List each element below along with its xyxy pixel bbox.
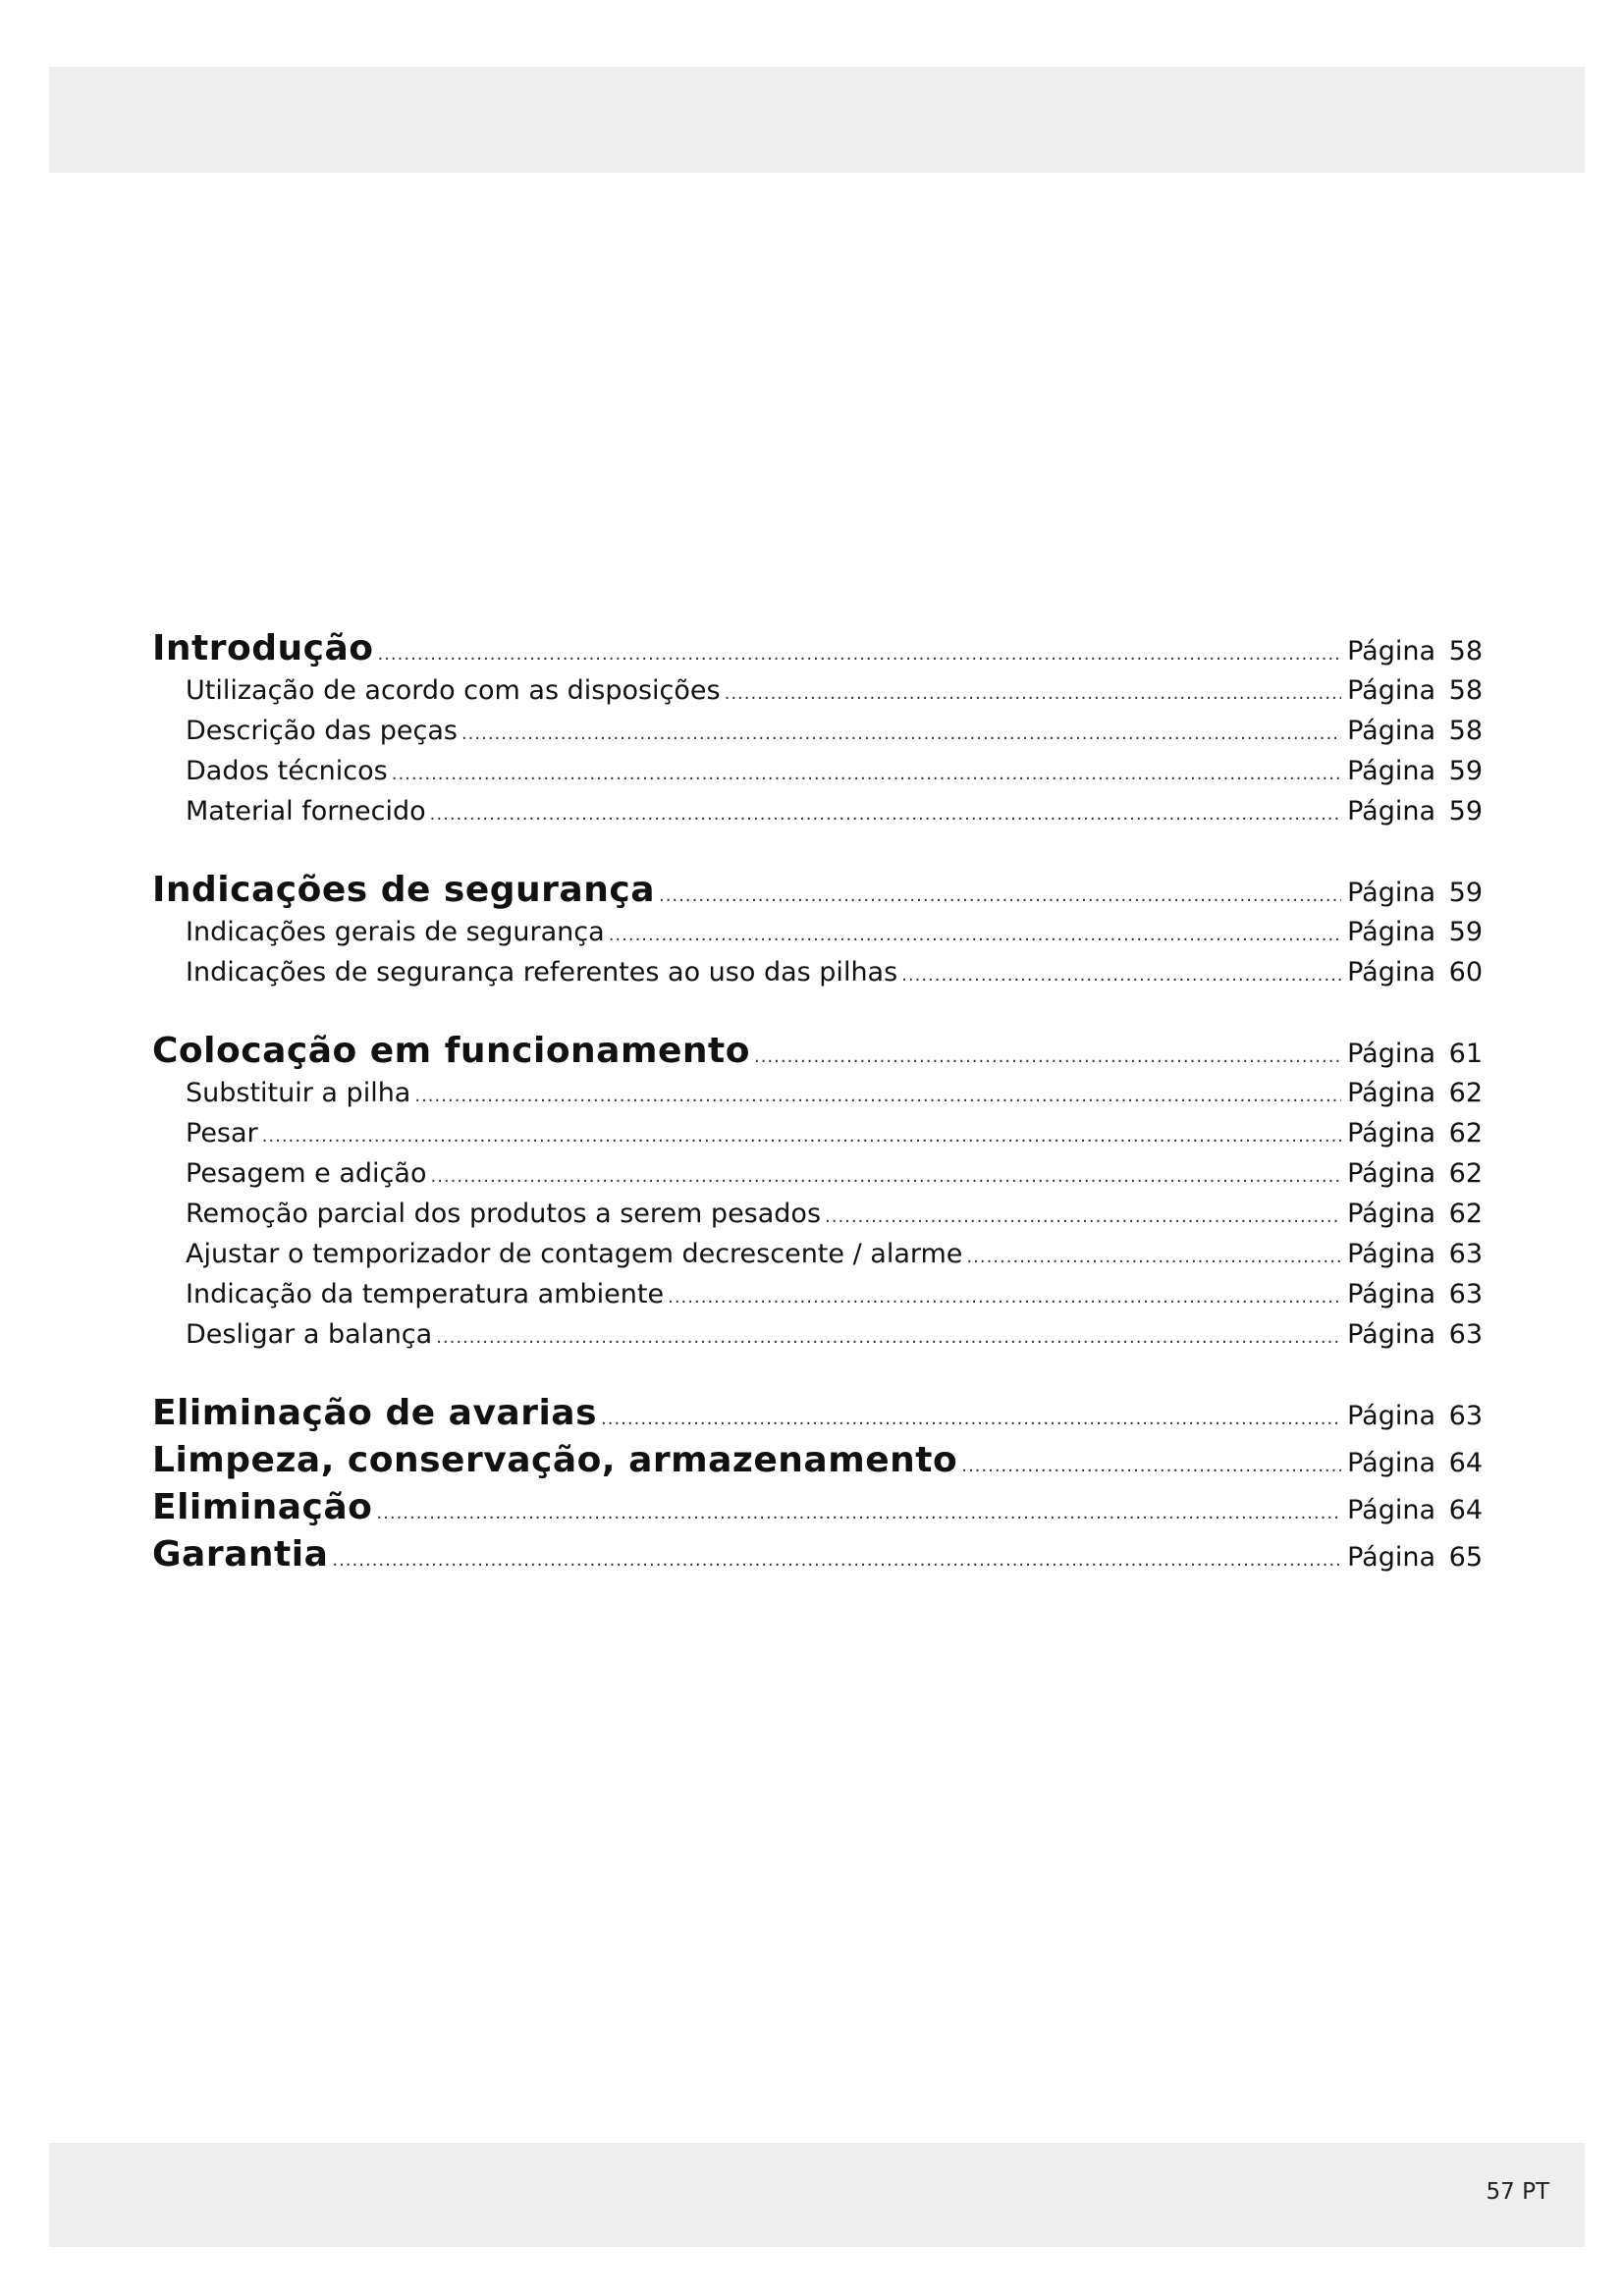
page-number: 57 PT	[1486, 2179, 1549, 2205]
toc-subentry[interactable]	[152, 1158, 1483, 1199]
toc-page-number: 59	[1448, 917, 1483, 947]
toc-section	[152, 1440, 1483, 1487]
page-word: Página	[1347, 957, 1435, 988]
toc-page-number: 62	[1448, 1118, 1483, 1148]
toc-subentry[interactable]	[152, 716, 1483, 756]
dot-leader	[436, 1327, 1341, 1348]
dot-leader	[392, 764, 1341, 784]
dot-leader	[430, 1166, 1341, 1187]
toc-heading-entry[interactable]	[152, 628, 1483, 675]
toc-subentry-title: Ajustar o temporizador de contagem decrescente / alarme	[186, 1239, 963, 1269]
toc-subentry[interactable]	[152, 1239, 1483, 1279]
dot-leader	[901, 965, 1341, 986]
dot-leader	[332, 1550, 1341, 1571]
page-word: Página	[1347, 716, 1435, 746]
page-word: Página	[1347, 675, 1435, 706]
page-word: Página	[1347, 1158, 1435, 1189]
toc-subentry-title: Pesagem e adição	[186, 1158, 427, 1189]
toc-heading-entry[interactable]	[152, 1393, 1483, 1440]
toc-subentry-title: Remoção parcial dos produtos a serem pesados	[186, 1199, 822, 1229]
dot-leader	[430, 804, 1341, 825]
toc-heading-entry[interactable]	[152, 1031, 1483, 1078]
toc-page-number: 58	[1448, 636, 1483, 667]
toc-page-number: 62	[1448, 1199, 1483, 1229]
page-word: Página	[1347, 1542, 1435, 1573]
toc-section	[152, 1487, 1483, 1534]
toc-subentry[interactable]	[152, 756, 1483, 796]
toc-subentry-title: Indicação da temperatura ambiente	[186, 1279, 665, 1309]
page-word: Página	[1347, 1401, 1435, 1431]
dot-leader	[377, 644, 1341, 665]
toc-heading-title: Eliminação	[152, 1487, 373, 1527]
toc-heading-entry[interactable]	[152, 870, 1483, 917]
toc-subentry[interactable]	[152, 1078, 1483, 1118]
page-word: Página	[1347, 1199, 1435, 1229]
toc-page-number: 65	[1448, 1542, 1483, 1573]
toc-page-number: 63	[1448, 1239, 1483, 1269]
page-word: Página	[1347, 1495, 1435, 1525]
toc-subentry-title: Indicações gerais de segurança	[186, 917, 605, 947]
page-word: Página	[1347, 878, 1435, 908]
toc-section	[152, 1534, 1483, 1581]
toc-subentry-title: Material fornecido	[186, 796, 426, 827]
toc-page-number: 59	[1448, 878, 1483, 908]
dot-leader	[754, 1046, 1341, 1067]
toc-page-number: 58	[1448, 716, 1483, 746]
toc-subentry[interactable]	[152, 1118, 1483, 1158]
dot-leader	[668, 1287, 1341, 1308]
page-word: Página	[1347, 1039, 1435, 1069]
toc-page-number: 63	[1448, 1279, 1483, 1309]
dot-leader	[376, 1503, 1341, 1523]
toc-page-number: 62	[1448, 1078, 1483, 1108]
toc-page-number: 59	[1448, 756, 1483, 786]
toc-subentry[interactable]	[152, 796, 1483, 836]
toc-page-number: 64	[1448, 1448, 1483, 1478]
header-band	[49, 67, 1585, 173]
page-word: Página	[1347, 1319, 1435, 1350]
toc-subentry-title: Pesar	[186, 1118, 258, 1148]
dot-leader	[961, 1456, 1341, 1476]
toc-subentry-title: Substituir a pilha	[186, 1078, 411, 1108]
page-word: Página	[1347, 636, 1435, 667]
toc-page-number: 59	[1448, 796, 1483, 827]
page-word: Página	[1347, 1448, 1435, 1478]
dot-leader	[609, 925, 1341, 945]
dot-leader	[601, 1409, 1341, 1429]
toc-subentry[interactable]	[152, 957, 1483, 997]
toc-heading-entry[interactable]	[152, 1487, 1483, 1534]
toc-page-number: 60	[1448, 957, 1483, 988]
toc-subentry-title: Descrição das peças	[186, 716, 458, 746]
toc-heading-title: Eliminação de avarias	[152, 1393, 598, 1433]
toc-section	[152, 628, 1483, 836]
page-word: Página	[1347, 1279, 1435, 1309]
page-word: Página	[1347, 756, 1435, 786]
toc-page-number: 64	[1448, 1495, 1483, 1525]
footer-band	[49, 2143, 1585, 2247]
dot-leader	[262, 1126, 1341, 1147]
toc-page-number: 62	[1448, 1158, 1483, 1189]
toc-section	[152, 1393, 1483, 1440]
toc-heading-title: Introdução	[152, 628, 374, 668]
toc-subentry[interactable]	[152, 675, 1483, 716]
toc-subentry-title: Utilização de acordo com as disposições	[186, 675, 721, 706]
page-word: Página	[1347, 1239, 1435, 1269]
toc-page-number: 58	[1448, 675, 1483, 706]
toc-subentry[interactable]	[152, 917, 1483, 957]
toc-heading-title: Garantia	[152, 1534, 329, 1575]
table-of-contents	[152, 628, 1483, 1581]
toc-subentry-title: Dados técnicos	[186, 756, 388, 786]
toc-subentry[interactable]	[152, 1279, 1483, 1319]
toc-subentry-title: Desligar a balança	[186, 1319, 433, 1350]
page-word: Página	[1347, 1078, 1435, 1108]
page-word: Página	[1347, 917, 1435, 947]
toc-subentry[interactable]	[152, 1319, 1483, 1360]
toc-heading-title: Indicações de segurança	[152, 870, 655, 910]
toc-heading-title: Colocação em funcionamento	[152, 1031, 750, 1071]
toc-subentry[interactable]	[152, 1199, 1483, 1239]
dot-leader	[966, 1247, 1341, 1267]
dot-leader	[659, 885, 1341, 906]
toc-subentry-title: Indicações de segurança referentes ao uso das pilhas	[186, 957, 898, 988]
dot-leader	[725, 683, 1341, 704]
dot-leader	[825, 1206, 1341, 1227]
toc-section	[152, 1031, 1483, 1360]
toc-page-number: 63	[1448, 1401, 1483, 1431]
toc-heading-entry[interactable]	[152, 1534, 1483, 1581]
toc-page-number: 61	[1448, 1039, 1483, 1069]
page-word: Página	[1347, 1118, 1435, 1148]
toc-section	[152, 870, 1483, 997]
dot-leader	[461, 723, 1341, 744]
toc-page-number: 63	[1448, 1319, 1483, 1350]
toc-heading-entry[interactable]	[152, 1440, 1483, 1487]
dot-leader	[414, 1086, 1341, 1106]
toc-heading-title: Limpeza, conservação, armazenamento	[152, 1440, 958, 1480]
page-word: Página	[1347, 796, 1435, 827]
